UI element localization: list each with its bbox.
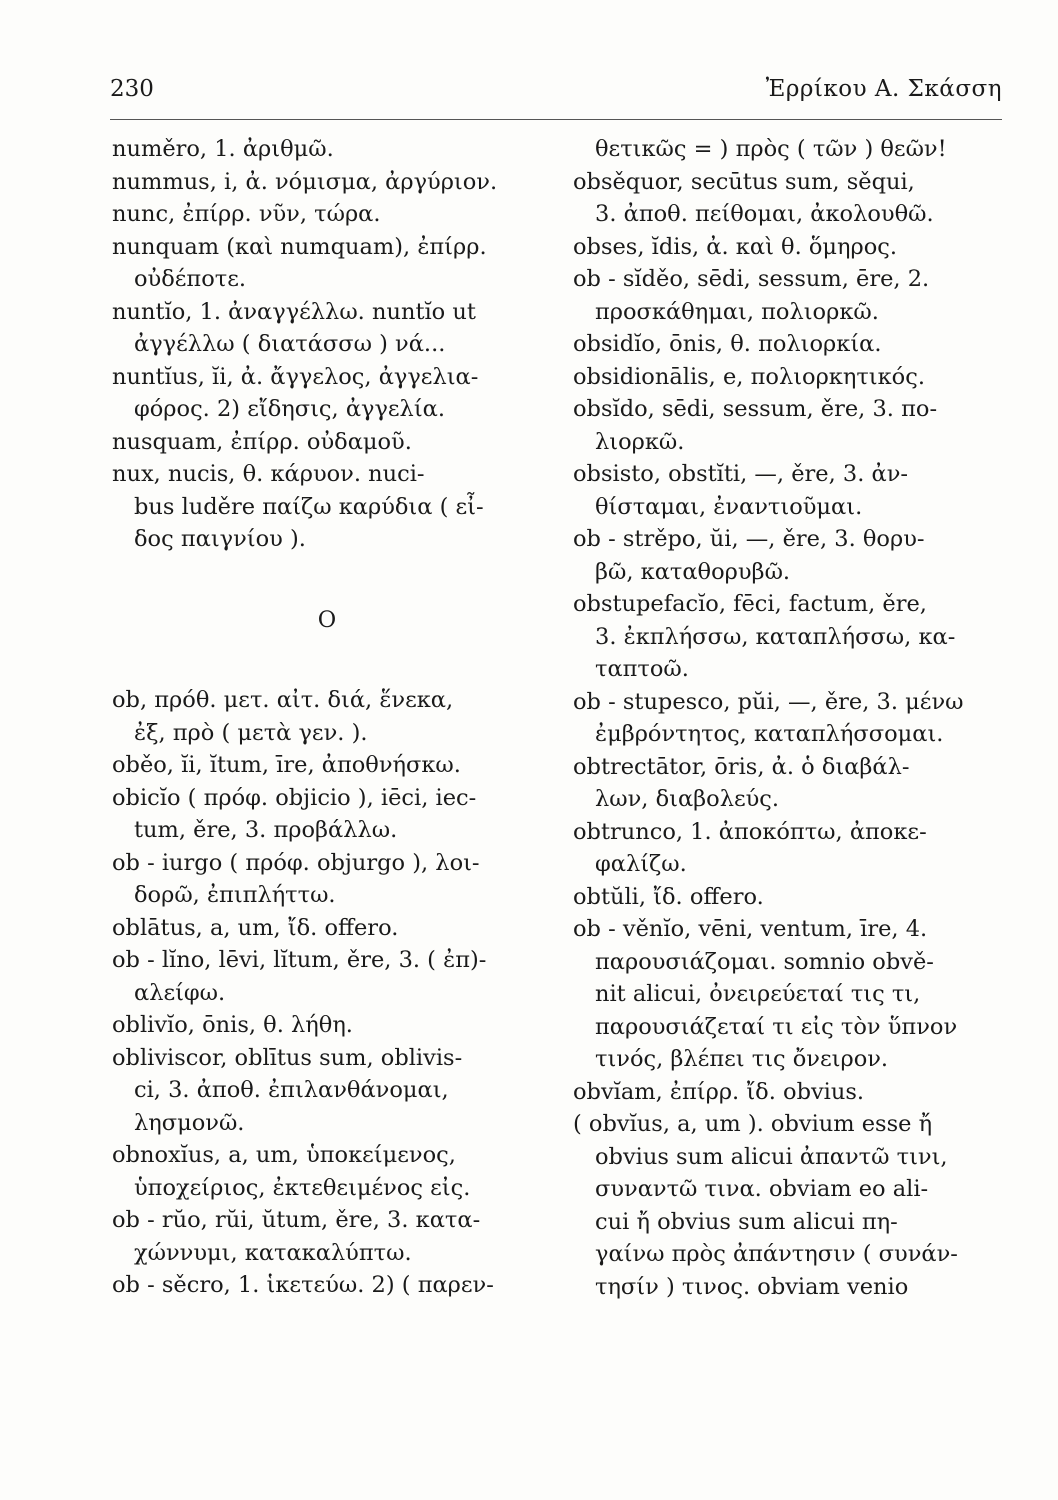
entry-continuation-line: λιορκῶ. [595,428,685,455]
entry-continuation-line: χώννυμι, κατακαλύπτω. [134,1239,412,1266]
header-rule [110,119,1002,120]
left-entries [112,133,542,556]
dictionary-entry-line: obses, ĭdis, ἀ. καὶ θ. ὅμηρος. [573,233,898,260]
entry-continuation-line: nit alicui, ὀνειρεύεταί τις τι, [595,981,921,1007]
entry-continuation-line: ἐμβρόντητος, καταπλήσσομαι. [595,721,944,747]
entry-continuation-line: ci, 3. ἀποθ. ἐπιλανθάνομαι, [134,1077,449,1103]
entry-continuation-line: θίσταμαι, ἐναντιοῦμαι. [595,493,863,520]
dictionary-entry-line: nunquam (καὶ numquam), ἐπίρρ. [112,233,487,260]
dictionary-entry-line: obstupefacĭo, fēci, factum, ěre, [573,591,927,617]
dictionary-entry-line: obvĭam, ἐπίρρ. ἴδ. obvius. [573,1078,865,1105]
dictionary-entry-line: oblivĭo, ōnis, θ. λήθη. [112,1012,353,1038]
dictionary-entry-line: obtŭli, ἴδ. offero. [573,883,764,910]
entry-continuation-line: λων, διαβολεύς. [595,786,780,812]
dictionary-entry-line: obsĭdo, sēdi, sessum, ěre, 3. πο- [573,396,938,422]
dictionary-entry-line: oběo, ĭi, ĭtum, īre, ἀποθνήσκω. [112,752,461,778]
entry-continuation-line: cui ἤ obvius sum alicui πη- [595,1208,898,1235]
dictionary-entry-line: ob - strěpo, ŭi, —, ěre, 3. θορυ- [573,526,925,552]
dictionary-entry-line: ob, πρόθ. μετ. αἰτ. διά, ἕνεκα, [112,687,454,713]
section-spacer [112,556,542,604]
dictionary-entry-line: obsěquor, secūtus sum, sěqui, [573,168,915,195]
entry-continuation-line: 3. ἐκπλήσσω, καταπλήσσω, κα- [595,623,956,650]
dictionary-entry-line: nusquam, ἐπίρρ. οὐδαμοῦ. [112,428,412,455]
entry-continuation-line: λησμονῶ. [134,1109,245,1136]
dictionary-entry-line: obtrunco, 1. ἀποκόπτω, ἀποκε- [573,818,927,845]
entry-continuation-line: δος παιγνίου ). [134,526,306,552]
entry-continuation-line: 3. ἀποθ. πείθομαι, ἀκολουθῶ. [595,201,934,227]
entry-continuation-line: φόρος. 2) εἴδησις, ἀγγελία. [134,396,445,422]
dictionary-entry-line: obsidionālis, e, πολιορκητικός. [573,363,925,390]
entry-continuation-line: bus luděre παίζω καρύδια ( εἶ- [134,493,484,520]
dictionary-entry-line: ob - sěcro, 1. ἱκετεύω. 2) ( παρεν- [112,1272,494,1298]
dictionary-entry-line: nummus, i, ἀ. νόμισμα, ἀργύριον. [112,168,498,195]
right-column [573,133,1003,1303]
dictionary-entry-line: nuntĭus, ĭi, ἀ. ἄγγελος, ἀγγελια- [112,363,479,390]
entry-continuation-line: obvius sum alicui ἀπαντῶ τινι, [595,1143,948,1170]
entry-continuation-line: παρουσιάζομαι. somnio obvě- [595,948,934,975]
left-column [112,133,542,1302]
page-number: 230 [110,76,154,102]
dictionary-entry-line: obicĭo ( πρόφ. objicio ), iēci, iec- [112,784,477,811]
entry-continuation-line: βῶ, καταθορυβῶ. [595,558,791,585]
dictionary-entry-line: ob - iurgo ( πρόφ. objurgo ), λοι- [112,849,480,876]
running-head: Ἐρρίκου Α. Σκάσση [765,76,1002,102]
entry-continuation-line: tum, ěre, 3. προβάλλω. [134,817,398,843]
entry-continuation-line: δορῶ, ἐπιπλήττω. [134,882,336,908]
entry-continuation-line: ταπτοῶ. [595,656,689,682]
dictionary-entry-line: ob - rŭo, rŭi, ŭtum, ěre, 3. κατα- [112,1207,481,1233]
dictionary-entry-line: ob - stupesco, pŭi, —, ěre, 3. μένω [573,688,964,715]
dictionary-entry-line: oblātus, a, um, ἴδ. offero. [112,914,399,941]
dictionary-entry-line: nuntĭo, 1. ἀναγγέλλω. nuntĭo ut [112,298,476,325]
section-spacer [112,636,542,684]
dictionary-entry-line: obtrectātor, ōris, ἀ. ὁ διαβάλ- [573,753,910,780]
entry-continuation-line: ἐξ, πρὸ ( μετὰ γεν. ). [134,719,368,746]
entry-continuation-line: αλείφω. [134,979,226,1006]
entry-continuation-line: γαίνω πρὸς ἀπάντησιν ( συνάν- [595,1241,958,1267]
dictionary-entry-line: ob - sĭděo, sēdi, sessum, ēre, 2. [573,266,930,292]
dictionary-entry-line: nunc, ἐπίρρ. νῦν, τώρα. [112,201,381,227]
entry-continuation-line: ὑποχείριος, ἐκτεθειμένος εἰς. [134,1174,471,1201]
entry-continuation-line: συναντῶ τινα. obviam eo ali- [595,1176,929,1202]
dictionary-entry-line: numěro, 1. ἀριθμῶ. [112,136,334,162]
dictionary-entry-line: obnoxĭus, a, um, ὑποκείμενος, [112,1142,456,1168]
dictionary-entry-line: obliviscor, oblītus sum, oblivis- [112,1044,463,1071]
entry-continuation-line: θετικῶς = ) πρὸς ( τῶν ) θεῶν! [595,136,947,162]
entry-continuation-line: τινός, βλέπει τις ὄνειρον. [595,1046,889,1072]
entry-continuation-line: ἀγγέλλω ( διατάσσω ) νά... [134,331,446,357]
entry-continuation-line: τησίν ) τινος. obviam venio [595,1273,909,1300]
left-entries-o [112,684,542,1302]
dictionary-entry-line: ( obvĭus, a, um ). obvium esse ἤ [573,1111,933,1137]
dictionary-entry-line: nux, nucis, θ. κάρυον. nuci- [112,461,425,487]
entry-continuation-line: φαλίζω. [595,851,687,877]
dictionary-entry-line: ob - lĭno, lēvi, lĭtum, ěre, 3. ( ἐπ)- [112,947,487,973]
entry-continuation-line: προσκάθημαι, πολιορκῶ. [595,298,879,325]
right-entries [573,133,1003,1303]
dictionary-entry-line: obsidĭo, ōnis, θ. πολιορκία. [573,331,882,357]
section-letter: O [317,606,337,633]
dictionary-entry-line: ob - věnĭo, vēni, ventum, īre, 4. [573,916,928,942]
entry-continuation-line: οὐδέποτε. [134,266,247,292]
entry-continuation-line: παρουσιάζεταί τι εἰς τὸν ὕπνον [595,1013,958,1040]
page-header [110,76,1002,110]
dictionary-entry-line: obsisto, obstĭti, —, ěre, 3. ἀν- [573,461,908,487]
